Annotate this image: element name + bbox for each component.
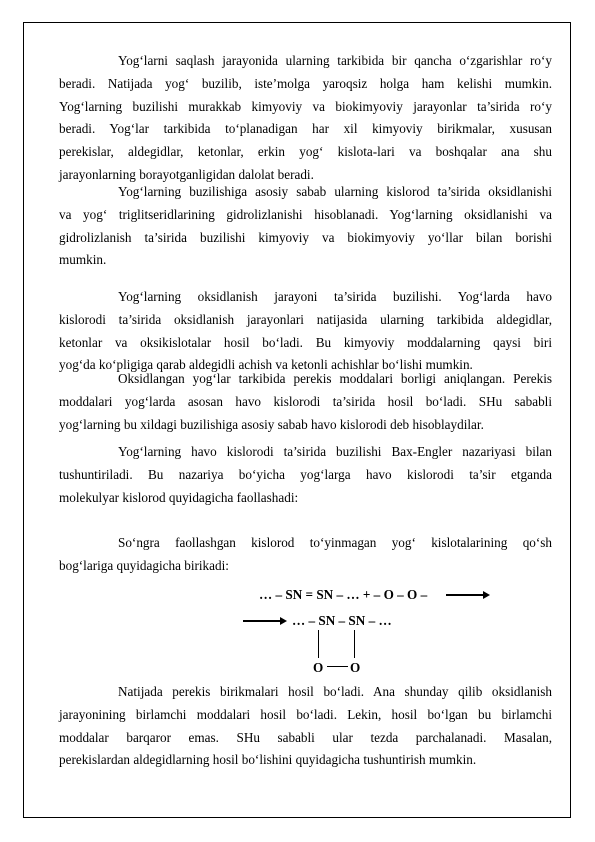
paragraph-line: kislorodi ta’sirida oksidlanish jarayonlari natijasida ularning tarkibida aldegidlar, <box>59 311 552 327</box>
paragraph-line: mumkin. <box>59 252 107 268</box>
oxygen-bond <box>327 666 348 667</box>
paragraph-line: Natijada perekis birikmalari hosil bo‘ladi. Ana shunday qilib oksidlanish <box>118 684 552 699</box>
arrow-right-1 <box>446 594 488 596</box>
arrow-right-2 <box>243 620 285 622</box>
paragraph-line: tushuntiriladi. Bu nazariya bo‘yicha yog‘larga havo kislorodi ta’sir etganda <box>59 466 552 482</box>
paragraph-line: Yog‘larning buzilishi murakkab kimyoviy va biokimyoviy jarayonlar ta’sirida ro‘y <box>59 98 552 114</box>
paragraph-line: So‘ngra faollashgan kislorod to‘yinmagan yog‘ kislotalarining qo‘sh <box>118 535 552 550</box>
paragraph-line: gidrolizlanish ta’sirida buzilishi kimyoviy va biokimyoviy yo‘llar bilan borishi <box>59 229 552 245</box>
bond-right <box>354 630 355 658</box>
paragraph-line: yog‘da ko‘pligiga qarab aldegidli achish va ketonli achishlar bo‘lishi mumkin. <box>59 357 473 373</box>
paragraph-line: Yog‘larni saqlash jarayonida ularning tarkibida bir qancha o‘zgarishlar ro‘y <box>118 53 552 68</box>
oxygen-left: O <box>313 660 324 675</box>
bond-left <box>318 630 319 658</box>
paragraph-line: yog‘larning bu xildagi buzilishiga asosiy sabab havo kislorodi deb hisoblaydilar. <box>59 416 484 432</box>
paragraph-line: molekulyar kislorod quyidagicha faollashadi: <box>59 489 299 505</box>
formula-line-2: … – SN – SN – … <box>292 613 392 628</box>
paragraph-line: perekislardan aldegidlarning hosil bo‘lishini quyidagicha tushuntirish mumkin. <box>59 752 477 768</box>
paragraph-line: Yog‘larning buzilishiga asosiy sabab ularning kislorod ta’sirida oksidlanishi <box>118 184 552 199</box>
paragraph-line: jarayonining birlamchi moddalari hosil bo‘ladi. Lekin, hosil bo‘lgan bu birlamchi <box>59 706 552 722</box>
paragraph-line: beradi. Yog‘lar tarkibida to‘planadigan har xil kimyoviy birikmalar, xususan <box>59 121 552 137</box>
paragraph-line: Yog‘larning oksidlanish jarayoni ta’sirida buzilishi. Yog‘larda havo <box>118 289 552 304</box>
paragraph-line: moddalari yog‘larda asosan havo kislorodi ta’sirida hosil bo‘ladi. SHu sababli <box>59 393 552 409</box>
paragraph-line: Yog‘larning havo kislorodi ta’sirida buzilishi Bax-Engler nazariyasi bilan <box>118 444 552 459</box>
paragraph-line: perekislar, aldegidlar, ketonlar, erkin yog‘ kislota-lari va boshqalar ana shu <box>59 144 552 160</box>
paragraph-line: beradi. Natijada yog‘ buzilib, iste’molga yaroqsiz holga ham kelishi mumkin. <box>59 75 552 91</box>
paragraph-line: jarayonlarning borayotganligidan dalolat beradi. <box>59 167 314 182</box>
paragraph-line: ketonlar va oksikislotalar hosil bo‘ladi. Bu kimyoviy moddalarning qaysi biri <box>59 334 552 350</box>
paragraph-line: moddalar barqaror emas. SHu sababli ular tezda parchalanadi. Masalan, <box>59 729 552 745</box>
formula-line-1: … – SN = SN – … + – O – O – <box>259 587 428 602</box>
oxygen-right: O <box>350 660 361 675</box>
paragraph-line: Oksidlangan yog‘lar tarkibida perekis moddalari borligi aniqlangan. Perekis <box>118 371 552 386</box>
paragraph-line: bog‘lariga quyidagicha birikadi: <box>59 557 229 573</box>
paragraph-line: va yog‘ triglitseridlarining gidrolizlanishi hisoblanadi. Yog‘larning oksidlanishi va <box>59 206 552 222</box>
